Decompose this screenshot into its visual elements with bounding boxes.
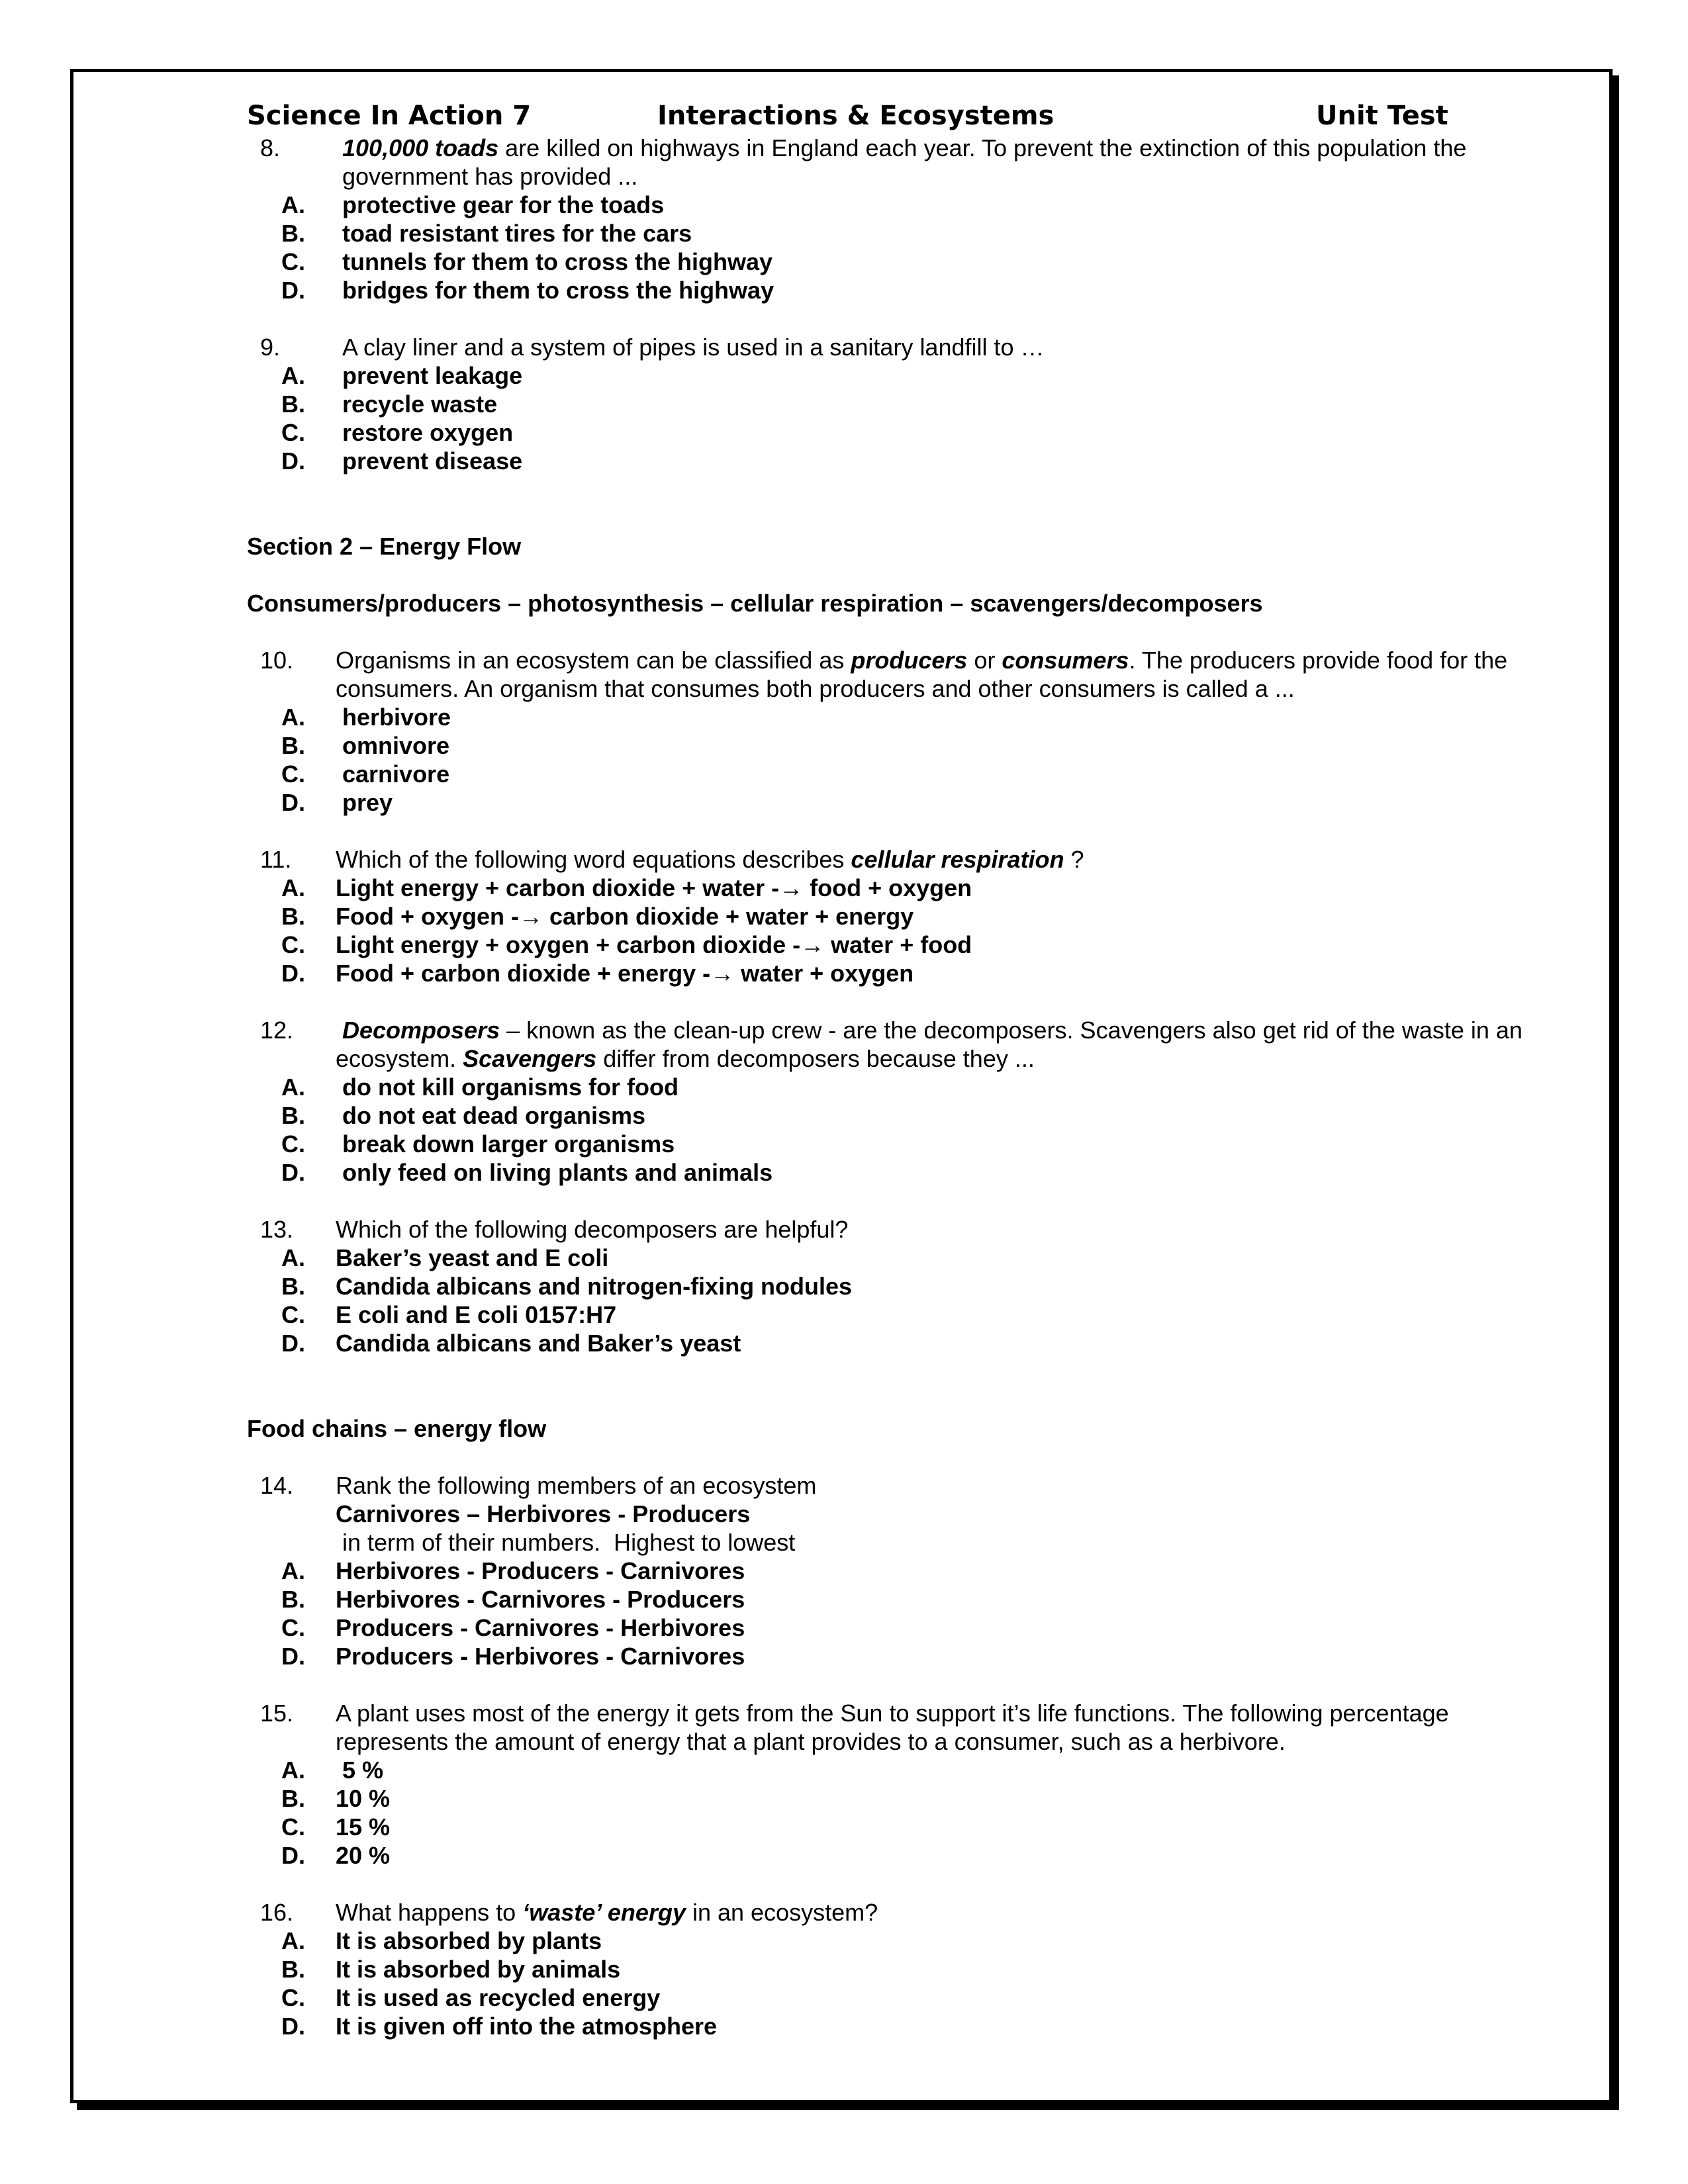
question-10 <box>247 646 1524 817</box>
question-16 <box>247 1898 1524 2040</box>
option-c[interactable]: C. Light energy + oxygen + carbon dioxide -→ water + food <box>281 931 972 958</box>
question-number: 13. <box>260 1216 294 1243</box>
question-9 <box>247 333 1524 475</box>
question-text: Decomposers – known as the clean-up crew - are the decomposers. Scavengers also get rid of the waste in an ecosystem. Scavengers differ from decomposers because they ... <box>336 1017 1523 1072</box>
section-subtitle: Consumers/producers – photosynthesis – cellular respiration – scavengers/decomposers <box>247 590 1263 617</box>
option-d[interactable]: D. It is given off into the atmosphere <box>281 2013 718 2040</box>
question-8 <box>247 134 1524 304</box>
question-number: 9. <box>260 334 281 361</box>
option-d[interactable]: D. bridges for them to cross the highway <box>281 277 774 304</box>
question-14 <box>247 1471 1524 1670</box>
option-a[interactable]: A. Baker’s yeast and E coli <box>281 1244 609 1271</box>
option-c[interactable]: C. restore oxygen <box>281 419 514 446</box>
option-d[interactable]: D. prevent disease <box>281 447 523 475</box>
question-number: 15. <box>260 1700 294 1727</box>
option-a[interactable]: A. 5 % <box>281 1756 384 1784</box>
section-title: Section 2 – Energy Flow <box>247 533 522 560</box>
option-b[interactable]: B. It is absorbed by animals <box>281 1956 621 1983</box>
question-number: 16. <box>260 1899 294 1926</box>
option-a[interactable]: A. prevent leakage <box>281 362 523 389</box>
option-b[interactable]: B. toad resistant tires for the cars <box>281 220 692 247</box>
option-b[interactable]: B. 10 % <box>281 1785 391 1812</box>
option-b[interactable]: B. recycle waste <box>281 390 498 418</box>
question-number: 14. <box>260 1472 294 1499</box>
question-text: A plant uses most of the energy it gets from the Sun to support it’s life functions. The following percentage represents the amount of energy that a plant provides to a consumer, such as a herbivore. <box>336 1700 1449 1755</box>
option-a[interactable]: A. do not kill organisms for food <box>281 1073 679 1101</box>
question-text: A clay liner and a system of pipes is used in a sanitary landfill to … <box>342 334 1045 361</box>
question-12 <box>247 1016 1524 1187</box>
option-d[interactable]: D. only feed on living plants and animals <box>281 1159 773 1186</box>
question-13 <box>247 1215 1524 1357</box>
option-a[interactable]: A. protective gear for the toads <box>281 191 665 218</box>
header-test: Unit Test <box>1316 101 1448 131</box>
option-a[interactable]: A. Herbivores - Producers - Carnivores <box>281 1557 745 1584</box>
question-number: 8. <box>260 134 281 161</box>
question-number: 12. <box>260 1017 294 1044</box>
option-d[interactable]: D. Food + carbon dioxide + energy -→ water + oxygen <box>281 960 914 987</box>
option-b[interactable]: B. do not eat dead organisms <box>281 1102 646 1129</box>
question-text: Rank the following members of an ecosystem Carnivores – Herbivores - Producers in term of their numbers. Highest to lowest <box>336 1472 817 1556</box>
option-d[interactable]: D. prey <box>281 789 393 816</box>
test-page <box>247 98 1524 2040</box>
option-a[interactable]: A. herbivore <box>281 704 451 731</box>
option-d[interactable]: D. 20 % <box>281 1842 391 1869</box>
option-d[interactable]: D. Candida albicans and Baker’s yeast <box>281 1330 741 1357</box>
header-unit: Interactions & Ecosystems <box>657 101 1055 131</box>
option-d[interactable]: D. Producers - Herbivores - Carnivores <box>281 1643 745 1670</box>
question-text: Which of the following decomposers are helpful? <box>336 1216 849 1243</box>
question-15 <box>247 1699 1524 1870</box>
option-b[interactable]: B. omnivore <box>281 732 450 759</box>
section-title: Food chains – energy flow <box>247 1415 547 1442</box>
option-c[interactable]: C. Producers - Carnivores - Herbivores <box>281 1614 745 1641</box>
question-text: 100,000 toads are killed on highways in England each year. To prevent the extinction of this population the government has provided ... <box>342 134 1467 190</box>
option-b[interactable]: B. Food + oxygen -→ carbon dioxide + water + energy <box>281 903 914 930</box>
option-c[interactable]: C. tunnels for them to cross the highway <box>281 248 773 275</box>
option-c[interactable]: C. carnivore <box>281 760 450 788</box>
question-text: Organisms in an ecosystem can be classified as producers or consumers. The producers provide food for the consumers. An organism that consumes both producers and other consumers is called a ... <box>336 647 1508 702</box>
option-b[interactable]: B. Candida albicans and nitrogen-fixing nodules <box>281 1273 853 1300</box>
question-text: What happens to ‘waste’ energy in an ecosystem? <box>336 1899 878 1926</box>
option-a[interactable]: A. It is absorbed by plants <box>281 1927 602 1954</box>
option-c[interactable]: C. break down larger organisms <box>281 1130 675 1158</box>
header-course: Science In Action 7 <box>247 101 532 131</box>
option-c[interactable]: C. 15 % <box>281 1813 391 1841</box>
question-11 <box>247 845 1524 987</box>
question-number: 10. <box>260 647 294 674</box>
question-text: Which of the following word equations describes cellular respiration ? <box>336 846 1084 873</box>
option-b[interactable]: B. Herbivores - Carnivores - Producers <box>281 1586 745 1613</box>
option-c[interactable]: C. E coli and E coli 0157:H7 <box>281 1301 617 1328</box>
page-header <box>247 98 1524 134</box>
option-a[interactable]: A. Light energy + carbon dioxide + water -→ food + oxygen <box>281 874 972 901</box>
option-c[interactable]: C. It is used as recycled energy <box>281 1984 661 2011</box>
question-number: 11. <box>260 846 292 873</box>
